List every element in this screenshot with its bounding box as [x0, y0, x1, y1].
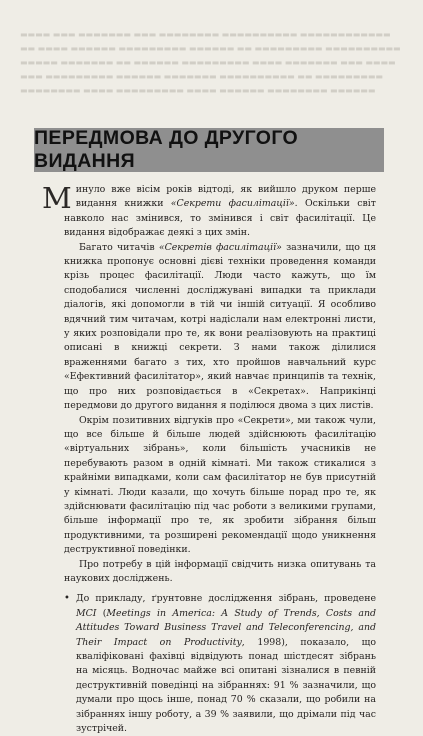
- text-span: инуло вже вісім років відтоді, як вийшло друком перше видання книжки: [75, 184, 376, 210]
- section-title: ПЕРЕДМОВА ДО ДРУГОГО ВИДАННЯ: [34, 127, 299, 172]
- paragraph-intro: [42, 181, 376, 241]
- text-span: Про потребу в цій інформації свідчить низка опитувань та наукових досліджень.: [64, 558, 376, 584]
- text-span: , 1998), показало, що кваліфіковані фахівці відвідують понад шістдесят зібрань на місяць. Водночас майже всі опитані зізналися в певній деструктивній поведінці на зібраннях: 91 % зазначили, що думали про щось інше, понад 70 % сказали, що робили на зібраннях іншу роботу, а 39 % заявили, що дрімали під час зустрічей.: [76, 636, 376, 735]
- text-span: До прикладу, ґрунтовне дослідження зібрань, проведене: [76, 593, 376, 605]
- org-name-italic: MCI: [76, 607, 97, 619]
- bullet-marker: •: [64, 593, 70, 605]
- paragraph-research: [64, 558, 376, 587]
- text-span: Багато читачів: [79, 241, 159, 253]
- bleed-through-text: ▬▬▬▬ ▬▬▬ ▬▬▬▬▬▬▬ ▬▬▬ ▬▬▬▬▬▬▬▬ ▬▬▬▬▬▬▬▬▬▬ ▬▬▬▬▬▬▬▬▬▬▬▬ ▬▬ ▬▬▬▬ ▬▬▬▬▬▬ ▬▬▬▬▬▬▬▬▬ ▬▬▬▬▬▬ ▬▬ ▬▬▬▬▬▬▬▬▬ ▬▬▬▬▬▬▬▬▬▬ ▬▬▬▬▬ ▬▬▬▬▬▬▬ ▬▬ ▬▬▬▬▬▬ ▬▬▬▬▬▬▬▬▬ ▬▬▬▬ ▬▬▬▬▬▬▬ ▬▬▬ ▬▬▬▬ ▬▬▬ ▬▬▬▬▬▬▬▬▬ ▬▬▬▬▬▬ ▬▬▬▬▬▬▬ ▬▬▬▬▬▬▬▬▬▬ ▬▬ ▬▬▬▬▬▬▬▬▬ ▬▬▬▬▬▬▬▬ ▬▬▬▬ ▬▬▬▬▬▬▬▬▬ ▬▬▬▬ ▬▬▬▬▬▬ ▬▬▬▬▬▬▬▬ ▬▬▬▬▬▬: [20, 30, 401, 95]
- book-title-italic: «Секрети фасилітації»: [170, 198, 295, 210]
- text-span: Окрім позитивних відгуків про «Секрети», ми також чули, що все більше й більше людей здійснюють фасилітацію «віртуальних зібрань», коли більшість учасників не перебувають разом в одній кімнаті. Ми також стикалися з крайніми випадками, коли сам фасилітатор не був присутній у кімнаті. Люди казали, що хочуть більше порад про те, як здійснювати фасилітацію під час роботи з великими групами, більше інформації про те, як зробити зібрання більш продуктивними, та розширені рекомендації щодо уникнення деструктивної поведінки.: [64, 414, 376, 556]
- text-span: зазначили, що ця книжка пропонує основні дієві техніки проведення команди крізь процес фасилітації. Люди часто кажуть, що їм сподобалися численні досліджувані випадки та приклади діалогів, які допомогли в тій чи іншій ситуації. Я особливо вдячний тим читачам, котрі надіслали нам електронні листи, у яких розповідали про те, як вони реалізовують на практиці описані в книжці секрети. З нами також ділилися враженнями багато з тих, хто пройшов навчальний курс «Ефективний фасилітатор», який навчає принципів та технік, що про них розповідається в «Секретах». Наприкінці передмови до другого видання я поділюся двома з цих листів.: [64, 241, 376, 412]
- book-title-italic: «Секретів фасилітації»: [158, 241, 282, 253]
- bullet-text: [76, 592, 376, 736]
- section-title-banner: [34, 128, 384, 172]
- paragraph-readers: [64, 241, 376, 414]
- paragraph-feedback: [64, 414, 376, 558]
- text-span: . Оскільки світ навколо нас змінився, то змінився і світ фасилітації. Це видання відображає деякі з цих змін.: [64, 198, 376, 239]
- text-span: (: [96, 607, 107, 619]
- bullet-item: [64, 592, 376, 736]
- body-text: [42, 181, 377, 736]
- drop-cap: М: [42, 181, 72, 215]
- study-title-italic: Meetings in America: A Study of Trends, Costs and Attitudes Toward Business Travel and Teleconferencing, and Their Impact on Productivity: [76, 607, 377, 648]
